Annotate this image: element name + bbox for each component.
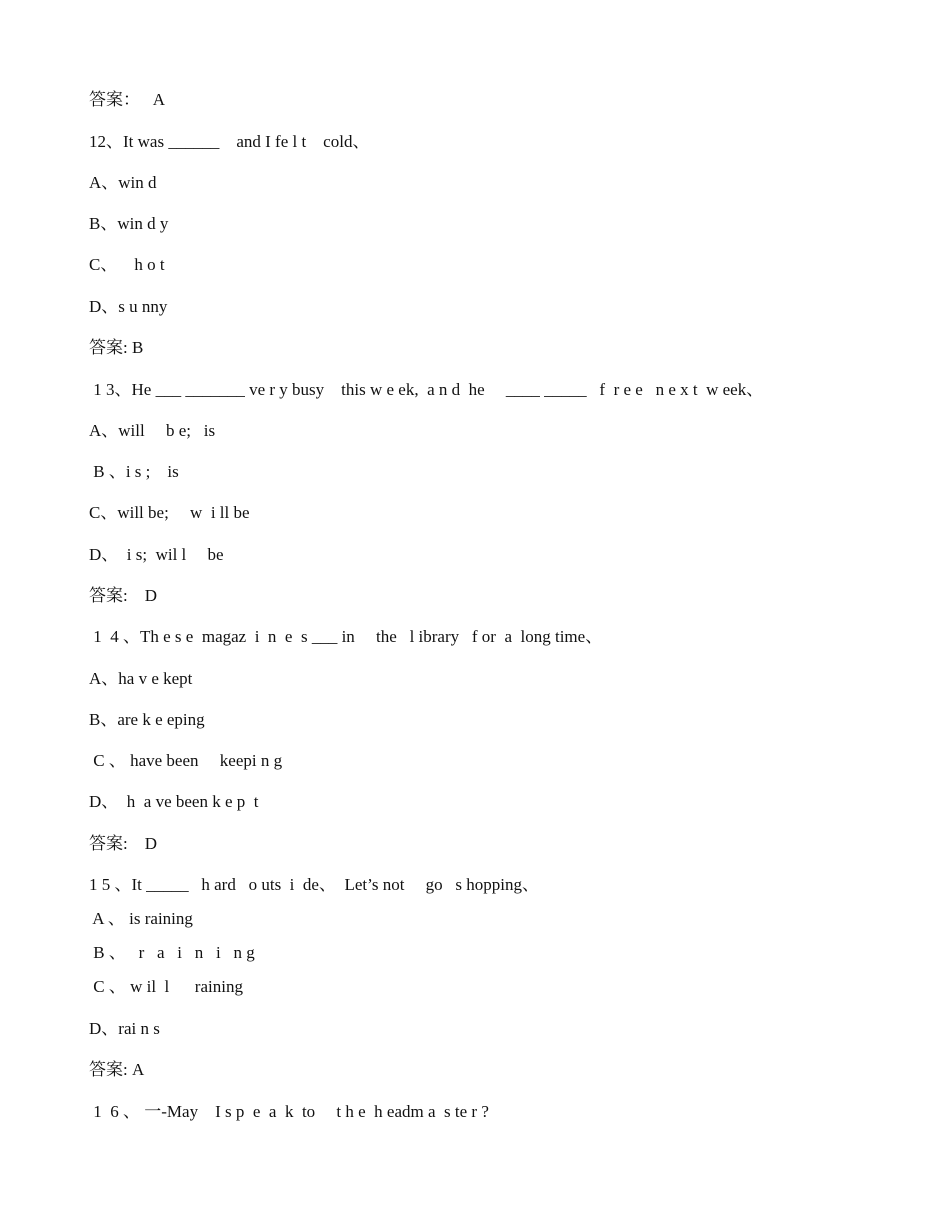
q12-option-c: C、 h o t xyxy=(89,255,165,274)
q14-option-d: D、 h a ve been k e p t xyxy=(89,792,259,811)
q13-option-c: C、will be; w i ll be xyxy=(89,503,250,522)
q14-option-c: C 、 have been keepi n g xyxy=(89,751,283,770)
q14-option-a: A、ha v e kept xyxy=(89,669,193,688)
q15-option-c: C 、 w il l raining xyxy=(89,977,243,996)
answer-11: 答案： A xyxy=(89,90,166,109)
q15-option-d: D、rai n s xyxy=(89,1019,160,1038)
q15-option-b: B 、 r a i n i n g xyxy=(89,943,255,962)
q12-option-b: B、win d y xyxy=(89,214,169,233)
answer-14: 答案: D xyxy=(89,834,157,853)
question-15: 1 5 、It _____ h ard o uts i de、 Let’s not go s hopping、 xyxy=(89,875,540,894)
q13-option-a: A、will b e; is xyxy=(89,421,216,440)
q12-option-a: A、win d xyxy=(89,173,157,192)
q13-option-d: D、 i s; wil l be xyxy=(89,545,224,564)
answer-13: 答案: D xyxy=(89,586,157,605)
q12-option-d: D、s u nny xyxy=(89,297,168,316)
question-12: 12、It was ______ and I fe l t cold、 xyxy=(89,132,370,151)
q13-option-b: B 、i s ; is xyxy=(89,462,179,481)
answer-12: 答案: B xyxy=(89,338,144,357)
answer-15: 答案: A xyxy=(89,1060,145,1079)
question-16: 1 6 、 一-May I s p e a k to t h e h eadm a s te r ? xyxy=(89,1102,489,1121)
question-13: 1 3、He ___ _______ ve r y busy this w e ek, a n d he ____ _____ f r e e n e x t w eek、 xyxy=(89,380,764,399)
q15-option-a: A 、 is raining xyxy=(89,909,193,928)
question-14: 1 4 、Th e s e magaz i n e s ___ in the l ibrary f or a long time、 xyxy=(89,627,603,646)
q14-option-b: B、are k e eping xyxy=(89,710,205,729)
